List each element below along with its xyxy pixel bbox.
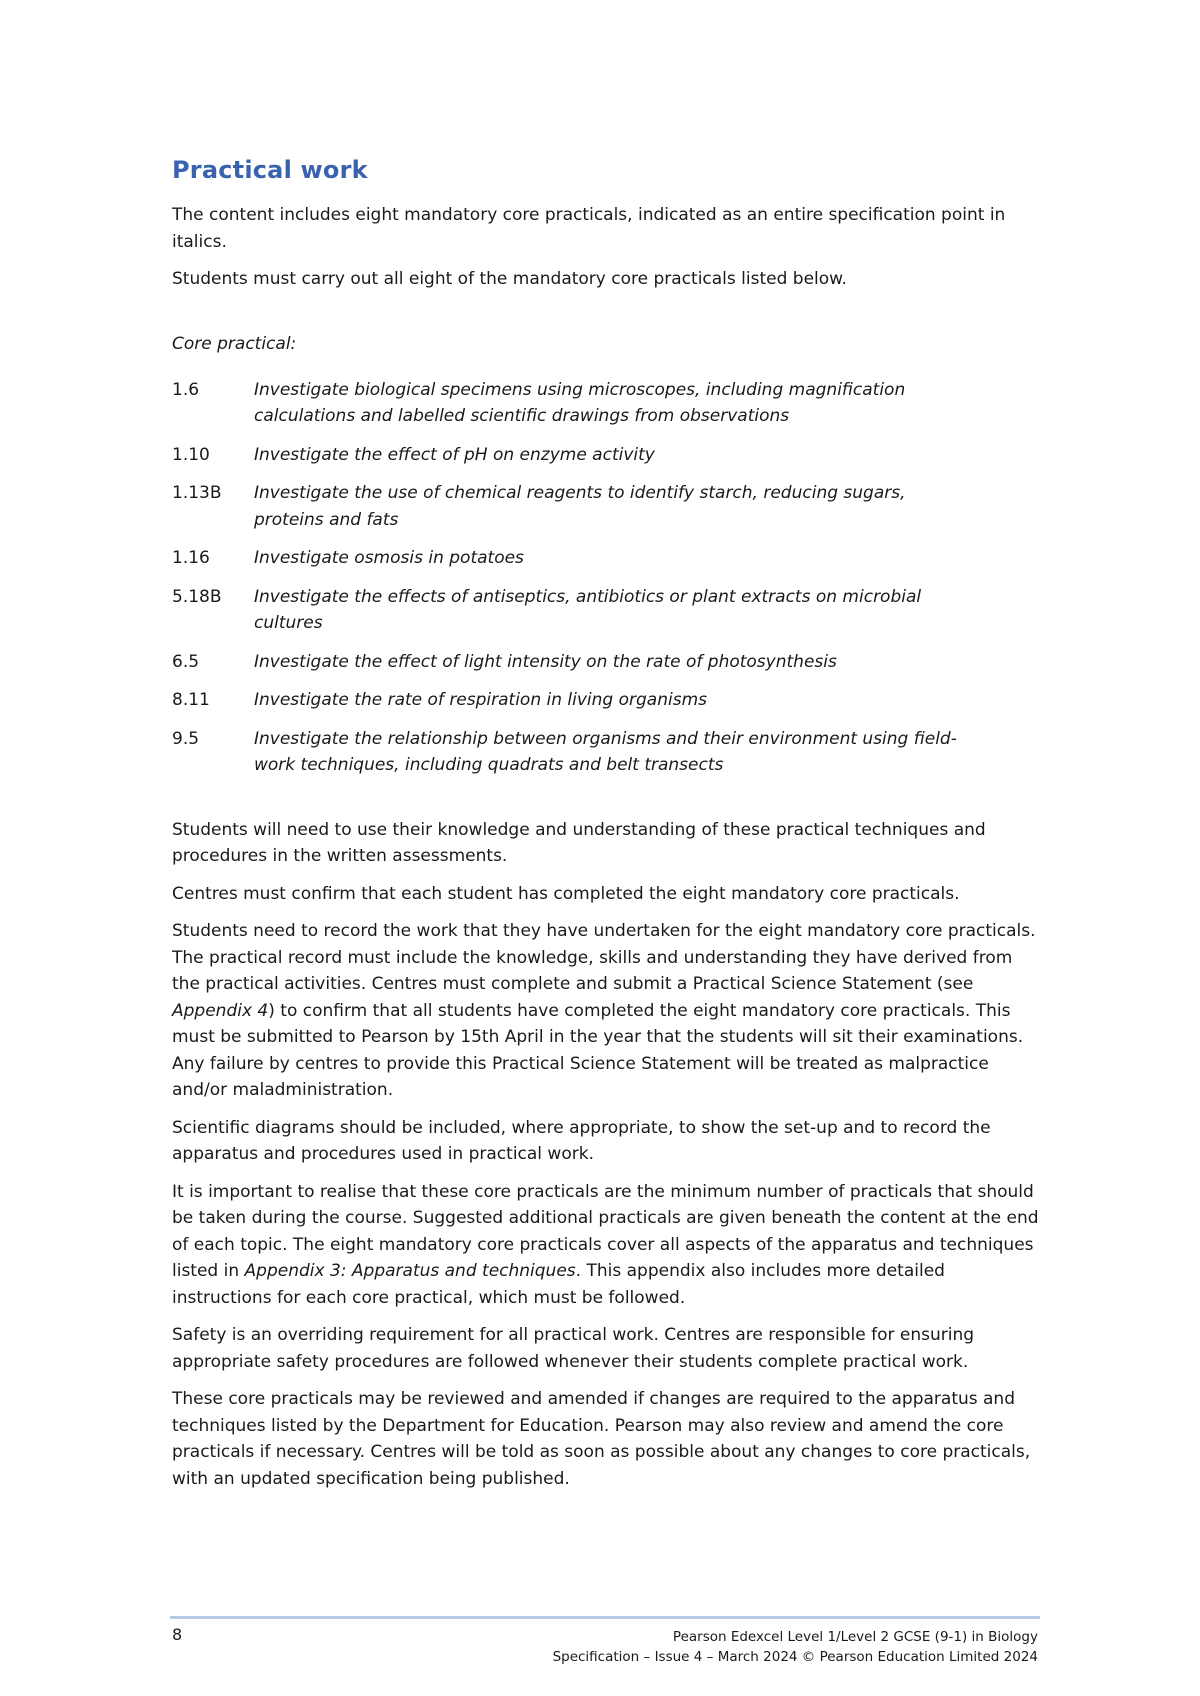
core-practical-number: 8.11 xyxy=(172,690,210,710)
body-paragraph-6: Safety is an overriding requirement for all practical work. Centres are responsible for ensuring appropriate safety procedures are followed whenever their students complete practical work. xyxy=(172,1325,975,1372)
body-paragraph-3 xyxy=(172,918,1042,1104)
body-text: Students need to record the work that they have undertaken for the eight mandatory core practicals. The practical record must include the knowledge, skills and understanding they have derived from the practical activities. Centres must complete and submit a Practical Science Statement (see xyxy=(172,921,1036,994)
footer-line-1: Pearson Edexcel Level 1/Level 2 GCSE (9-1) in Biology xyxy=(672,1629,1038,1645)
core-practical-number: 1.13B xyxy=(172,483,222,503)
page-content xyxy=(172,150,1042,1503)
footer-publication-info xyxy=(553,1627,1038,1667)
footer-line-2: Specification – Issue 4 – March 2024 © Pearson Education Limited 2024 xyxy=(552,1649,1038,1665)
footer-row xyxy=(170,1625,1040,1669)
list-item xyxy=(172,649,1042,676)
core-practical-label: Core practical: xyxy=(172,333,297,354)
intro-paragraph-2: Students must carry out all eight of the mandatory core practicals listed below. xyxy=(172,269,847,289)
body-text: It is important to realise that these core practicals are the minimum number of practicals that should be taken during the course. Suggested additional practicals are given beneath the content at the end of each topic. The eight mandatory core practicals cover all aspects of the apparatus and techniques listed in xyxy=(172,1181,1039,1281)
body-paragraph-1: Students will need to use their knowledge and understanding of these practical techniques and procedures in the written assessments. xyxy=(172,819,986,866)
core-practical-number: 1.16 xyxy=(172,548,210,568)
core-practical-text: Investigate the effect of light intensity on the rate of photosynthesis xyxy=(254,651,837,672)
core-practical-number: 9.5 xyxy=(172,728,200,749)
page-title: Practical work xyxy=(172,156,368,184)
body-paragraph-5 xyxy=(172,1179,1042,1312)
body-paragraph-7: These core practicals may be reviewed and amended if changes are required to the apparatus and techniques listed by the Department for Education. Pearson may also review and amend the core practicals if necessary. Centres will be told as soon as possible about any changes to core practicals, with an updated specification being published. xyxy=(172,1389,1031,1489)
core-practical-number: 1.6 xyxy=(172,379,200,400)
core-practical-number: 5.18B xyxy=(172,586,222,607)
body-text: ) to confirm that all students have completed the eight mandatory core practicals. This must be submitted to Pearson by 15th April in the year that the students will sit their examinations. Any failure by centres to provide this Practical Science Statement will be treated as malpractice and/or maladministration. xyxy=(172,1000,1024,1100)
body-text: . This appendix also includes more detailed instructions for each core practical, which must be followed. xyxy=(172,1261,945,1308)
core-practical-text: Investigate the effects of antiseptics, antibiotics or plant extracts on microbial cultures xyxy=(254,586,922,633)
list-item xyxy=(172,726,1042,779)
core-practical-number: 6.5 xyxy=(172,651,200,672)
list-item xyxy=(172,480,1042,533)
core-practical-text: Investigate the rate of respiration in living organisms xyxy=(254,690,707,710)
list-item xyxy=(172,584,1042,637)
core-practical-text: Investigate the use of chemical reagents to identify starch, reducing sugars, proteins and fats xyxy=(254,483,906,530)
body-paragraph-4: Scientific diagrams should be included, where appropriate, to show the set-up and to record the apparatus and procedures used in practical work. xyxy=(172,1117,991,1164)
appendix-3-reference: Appendix 3: Apparatus and techniques xyxy=(244,1261,576,1281)
page-number: 8 xyxy=(172,1625,183,1644)
list-item xyxy=(172,442,1042,469)
intro-paragraph-1: The content includes eight mandatory core practicals, indicated as an entire specification point in italics. xyxy=(172,205,1006,252)
core-practical-text: Investigate the relationship between organisms and their environment using field-work techniques, including quadrats and belt transects xyxy=(254,728,957,775)
core-practical-list xyxy=(172,377,1042,779)
core-practical-number: 1.10 xyxy=(172,444,210,465)
body-paragraph-2: Centres must confirm that each student has completed the eight mandatory core practicals. xyxy=(172,883,960,904)
appendix-4-reference: Appendix 4 xyxy=(172,1000,269,1021)
list-item xyxy=(172,377,1042,430)
core-practical-text: Investigate biological specimens using microscopes, including magnification calculations and labelled scientific drawings from observations xyxy=(254,379,906,426)
core-practical-text: Investigate osmosis in potatoes xyxy=(254,548,524,568)
list-item xyxy=(172,545,1042,572)
core-practical-text: Investigate the effect of pH on enzyme activity xyxy=(254,444,655,465)
page-footer xyxy=(170,1616,1040,1669)
list-item xyxy=(172,687,1042,714)
footer-divider xyxy=(170,1616,1040,1619)
